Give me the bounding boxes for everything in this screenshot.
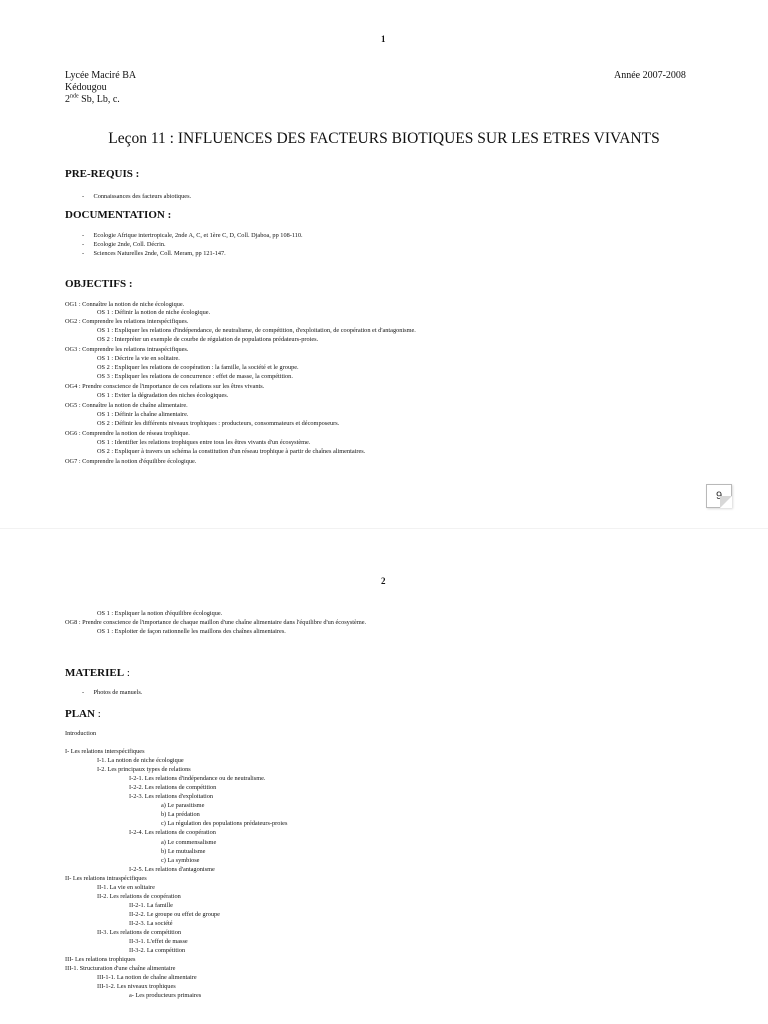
objective-specific: OS 1 : Définir la chaîne alimentaire. bbox=[97, 411, 189, 418]
objectives-heading: OBJECTIFS : bbox=[65, 278, 133, 290]
plan-item: II-3. Les relations de compétition bbox=[97, 929, 182, 936]
page-number: 2 bbox=[381, 576, 386, 586]
plan-item: II-1. La vie en solitaire bbox=[97, 884, 155, 891]
plan-item: b) Le mutualisme bbox=[161, 848, 206, 855]
doc-item-text: Sciences Naturelles 2nde, Coll. Meram, pp 121-147. bbox=[93, 250, 226, 257]
plan-item: II-2. Les relations de coopération bbox=[97, 893, 181, 900]
materiel-heading bbox=[65, 667, 130, 679]
objective-specific: OS 1 : Eviter la dégradation des niches écologiques. bbox=[97, 392, 229, 399]
objective-specific: OS 1 : Expliquer la notion d'équilibre écologique. bbox=[97, 610, 223, 617]
school-year: Année 2007-2008 bbox=[614, 70, 686, 81]
objective-specific: OS 1 : Expliquer les relations d'indépendance, de neutralisme, de compétition, d'exploitation, de coopération et d'antagonisme. bbox=[97, 327, 416, 334]
class-line bbox=[65, 94, 120, 105]
plan-item: a) Le commensalisme bbox=[161, 839, 217, 846]
materiel-heading-text: MATERIEL bbox=[65, 667, 125, 679]
objective-general: OG8 : Prendre conscience de l'importance de chaque maillon d'une chaîne alimentaire dans l'équilibre d'un écosystème. bbox=[65, 619, 367, 626]
doc-item: - Sciences Naturelles 2nde, Coll. Meram, pp 121-147. bbox=[82, 250, 226, 257]
plan-item: II- Les relations intraspécifiques bbox=[65, 875, 147, 882]
plan-item: I- Les relations interspécifiques bbox=[65, 748, 145, 755]
plan-item: II-2-3. La société bbox=[129, 920, 173, 927]
documentation-heading: DOCUMENTATION : bbox=[65, 209, 172, 221]
prereq-item-text: Connaissances des facteurs abiotiques. bbox=[93, 193, 192, 200]
plan-item: I-1. La notion de niche écologique bbox=[97, 757, 184, 764]
prereq-heading: PRE-REQUIS : bbox=[65, 168, 140, 180]
objective-specific: OS 3 : Expliquer les relations de concurrence : effet de masse, la compétition. bbox=[97, 373, 293, 380]
objective-general: OG7 : Comprendre la notion d'équilibre écologique. bbox=[65, 458, 197, 465]
materiel-item: - Photos de manuels. bbox=[82, 689, 143, 696]
class-sup: nde bbox=[70, 93, 79, 100]
plan-item: Introduction bbox=[65, 730, 97, 737]
objective-general: OG3 : Comprendre les relations intraspécifiques. bbox=[65, 346, 189, 353]
plan-heading-colon: : bbox=[94, 708, 101, 720]
class-suffix: Sb, Lb, c. bbox=[78, 94, 120, 105]
plan-item: I-2-5. Les relations d'antagonisme bbox=[129, 866, 215, 873]
objective-specific: OS 1 : Décrire la vie en solitaire. bbox=[97, 355, 180, 362]
objective-specific: OS 2 : Expliquer à travers un schéma la constitution d'un réseau trophique à partir de chaînes alimentaires. bbox=[97, 448, 366, 455]
plan-item: III- Les relations trophiques bbox=[65, 956, 136, 963]
lesson-title: Leçon 11 : INFLUENCES DES FACTEURS BIOTIQUES SUR LES ETRES VIVANTS bbox=[108, 130, 660, 147]
page-number: 1 bbox=[381, 34, 386, 44]
plan-item: I-2-4. Les relations de coopération bbox=[129, 829, 216, 836]
materiel-heading-colon: : bbox=[124, 667, 130, 679]
plan-item: II-3-2. La compétition bbox=[129, 947, 186, 954]
page-count-badge[interactable]: 9 bbox=[706, 484, 732, 508]
plan-item: III-1-2. Les niveaux trophiques bbox=[97, 983, 176, 990]
plan-item: I-2-2. Les relations de compétition bbox=[129, 784, 217, 791]
school-name: Lycée Maciré BA bbox=[65, 70, 137, 81]
doc-item-text: Ecologie 2nde, Coll. Décrin. bbox=[93, 241, 166, 248]
plan-item: c) La régulation des populations prédateurs-proies bbox=[161, 820, 288, 827]
school-city: Kédougou bbox=[65, 82, 107, 93]
objective-specific: OS 2 : Interpréter un exemple de courbe de régulation de populations prédateurs-proies. bbox=[97, 336, 319, 343]
doc-item-text: Ecologie Afrique intertropicale, 2nde A, C, et 1ère C, D, Coll. Djaboa, pp 108-110. bbox=[93, 232, 303, 239]
doc-item: - Ecologie 2nde, Coll. Décrin. bbox=[82, 241, 166, 248]
plan-item: a- Les producteurs primaires bbox=[129, 992, 202, 999]
doc-item: - Ecologie Afrique intertropicale, 2nde A, C, et 1ère C, D, Coll. Djaboa, pp 108-110. bbox=[82, 232, 303, 239]
objective-specific: OS 2 : Expliquer les relations de coopération : la famille, la société et le groupe. bbox=[97, 364, 299, 371]
plan-item: II-2-1. La famille bbox=[129, 902, 173, 909]
objective-general: OG1 : Connaître la notion de niche écologique. bbox=[65, 301, 185, 308]
plan-item: I-2. Les principaux types de relations bbox=[97, 766, 191, 773]
page-separator bbox=[0, 528, 768, 529]
prereq-item: - Connaissances des facteurs abiotiques. bbox=[82, 193, 192, 200]
plan-heading-text: PLAN bbox=[65, 708, 95, 720]
class-prefix: 2 bbox=[65, 94, 70, 105]
plan-item: I-2-1. Les relations d'indépendance ou de neutralisme. bbox=[129, 775, 266, 782]
objective-general: OG2 : Comprendre les relations interspécifiques. bbox=[65, 318, 189, 325]
objective-specific: OS 1 : Identifier les relations trophiques entre tous les êtres vivants d'un écosystème. bbox=[97, 439, 311, 446]
plan-item: III-1-1. La notion de chaîne alimentaire bbox=[97, 974, 197, 981]
objective-specific: OS 1 : Exploiter de façon rationnelle les maillons des chaînes alimentaires. bbox=[97, 628, 286, 635]
plan-heading bbox=[65, 708, 101, 720]
plan-item: III-1. Structuration d'une chaîne alimentaire bbox=[65, 965, 176, 972]
objective-general: OG6 : Comprendre la notion de réseau trophique. bbox=[65, 430, 190, 437]
plan-item: a) Le parasitisme bbox=[161, 802, 205, 809]
materiel-item-text: Photos de manuels. bbox=[93, 689, 143, 696]
plan-item: c) La symbiose bbox=[161, 857, 200, 864]
objective-specific: OS 1 : Définir la notion de niche écologique. bbox=[97, 309, 211, 316]
plan-item: II-3-1. L'effet de masse bbox=[129, 938, 188, 945]
objective-specific: OS 2 : Définir les différents niveaux trophiques : producteurs, consommateurs et décomposeurs. bbox=[97, 420, 340, 427]
objective-general: OG5 : Connaître la notion de chaîne alimentaire. bbox=[65, 402, 188, 409]
plan-item: b) La prédation bbox=[161, 811, 200, 818]
objective-general: OG4 : Prendre conscience de l'importance de ces relations sur les êtres vivants. bbox=[65, 383, 265, 390]
plan-item: II-2-2. Le groupe ou effet de groupe bbox=[129, 911, 220, 918]
plan-item: I-2-3. Les relations d'exploitation bbox=[129, 793, 214, 800]
